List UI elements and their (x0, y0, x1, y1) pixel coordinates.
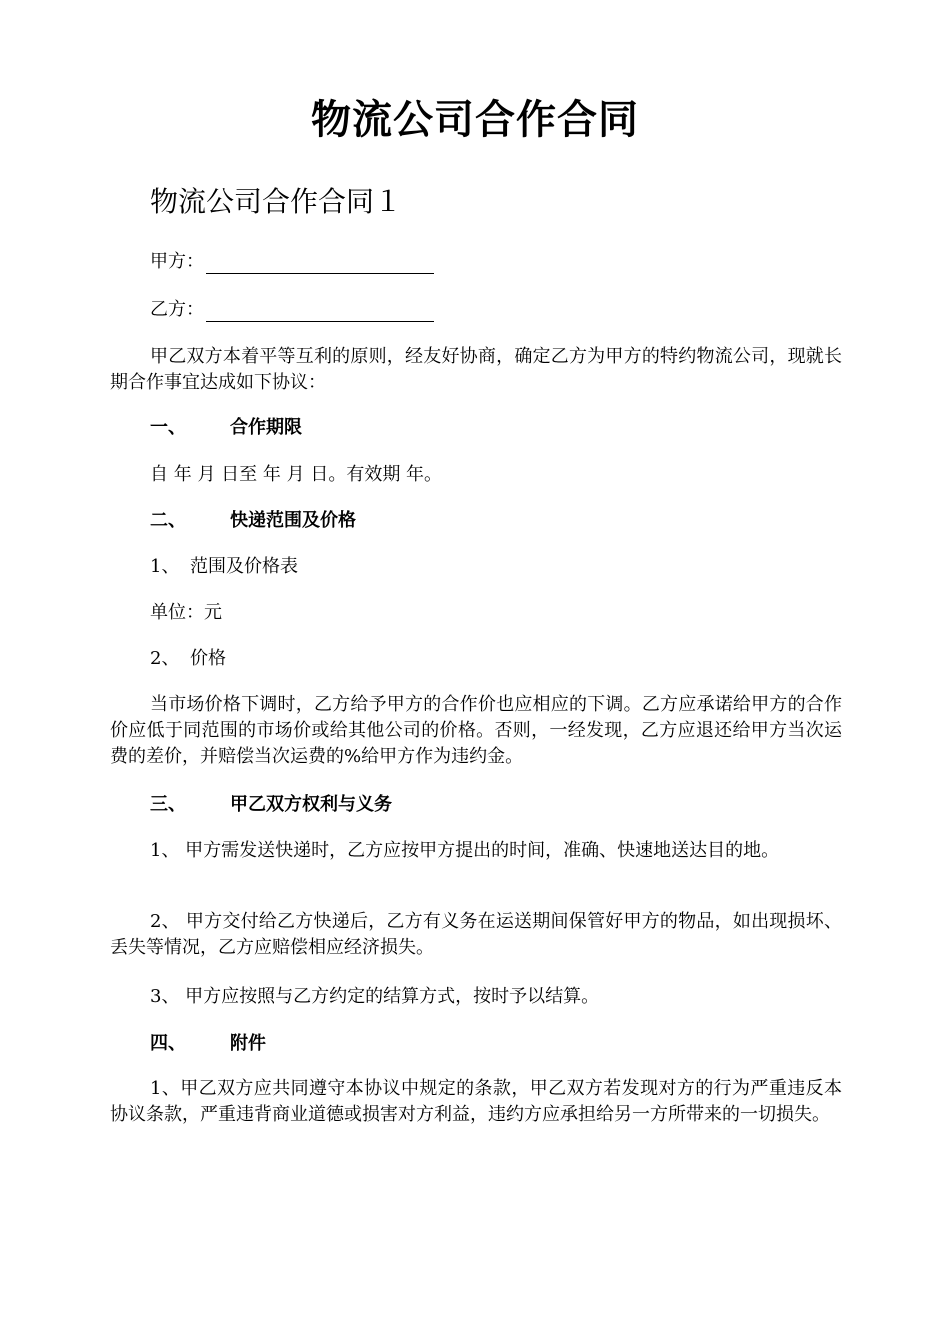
item-2-text: 价格 (190, 648, 226, 669)
section-1-text: 自 年 月 日至 年 月 日。有效期 年。 (150, 464, 443, 485)
section-4-para-1: 1、甲乙双方应共同遵守本协议中规定的条款，甲乙双方若发现对方的行为严重违反本协议条款，严重违背商业道德或损害对方利益，违约方应承担给另一方所带来的一切损失。 (110, 1078, 842, 1125)
section-2-number: 二、 (150, 510, 186, 531)
section-2-heading (150, 509, 356, 533)
section-2-title: 快递范围及价格 (230, 510, 356, 531)
section-4-heading (150, 1032, 266, 1056)
party-b-label: 乙方： (150, 299, 204, 320)
price-paragraph: 当市场价格下调时，乙方给予甲方的合作价也应相应的下调。乙方应承诺给甲方的合作价应低于同范围的市场价或给其他公司的价格。否则，一经发现，乙方应退还给甲方当次运费的差价，并赔偿当次运费的%给甲方作为违约金。 (110, 694, 842, 767)
section-4-number: 四、 (150, 1033, 186, 1054)
section-3-title: 甲乙双方权利与义务 (230, 794, 392, 815)
section-1-number: 一、 (150, 417, 186, 438)
contract-subtitle: 物流公司合作合同１ (150, 185, 403, 218)
section-2-item-1 (150, 555, 298, 579)
section-3-para-3: 3、 甲方应按照与乙方约定的结算方式，按时予以结算。 (150, 986, 600, 1007)
item-1-number: 1、 (150, 556, 180, 577)
section-1-title: 合作期限 (230, 417, 302, 438)
section-3-para-1: 1、 甲方需发送快递时，乙方应按甲方提出的时间，准确、快速地送达目的地。 (150, 840, 780, 861)
item-2-number: 2、 (150, 648, 180, 669)
document-title: 物流公司合作合同 (311, 97, 639, 143)
party-a-line (150, 250, 434, 274)
party-b-line (150, 298, 434, 322)
party-b-blank (206, 303, 434, 322)
section-3-para-2: 2、 甲方交付给乙方快递后，乙方有义务在运送期间保管好甲方的物品，如出现损坏、丢失等情况，乙方应赔偿相应经济损失。 (110, 911, 842, 958)
section-2-item-2 (150, 647, 226, 671)
party-a-blank (206, 255, 434, 274)
party-a-label: 甲方： (150, 251, 204, 272)
section-4-title: 附件 (230, 1033, 266, 1054)
item-1-text: 范围及价格表 (190, 556, 298, 577)
section-1-heading (150, 416, 302, 440)
intro-paragraph: 甲乙双方本着平等互利的原则，经友好协商，确定乙方为甲方的特约物流公司，现就长期合作事宜达成如下协议： (110, 346, 842, 393)
section-3-number: 三、 (150, 794, 186, 815)
section-3-heading (150, 793, 392, 817)
unit-line: 单位：元 (150, 602, 222, 623)
